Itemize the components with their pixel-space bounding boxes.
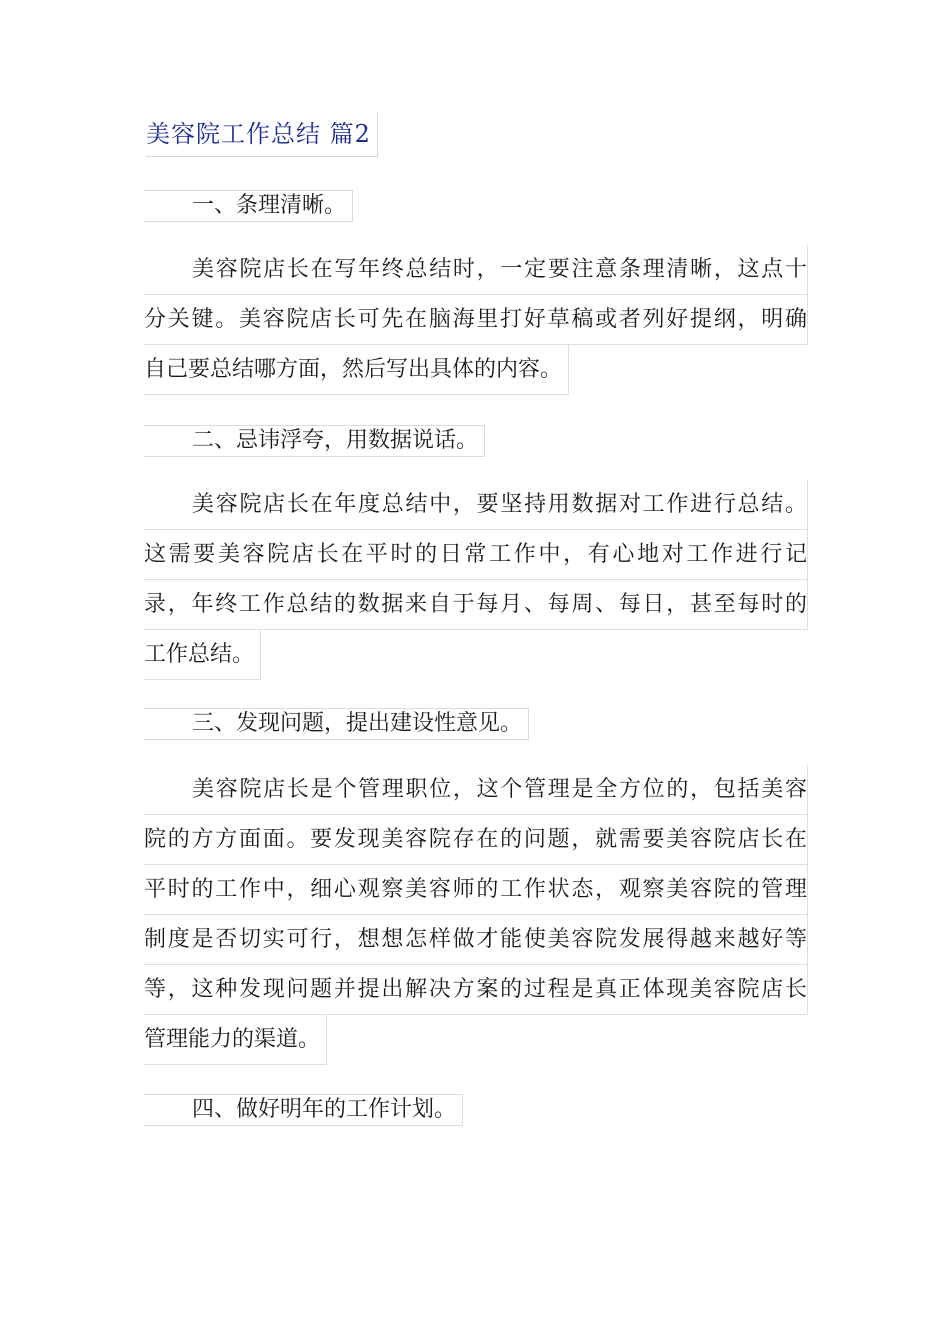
section-heading-1: 一、条理清晰。 xyxy=(144,190,353,222)
paragraph-line: 自己要总结哪方面，然后写出具体的内容。 xyxy=(144,345,569,395)
paragraph-line: 平时的工作中，细心观察美容师的工作状态，观察美容院的管理 xyxy=(144,865,808,915)
paragraph-line: 录，年终工作总结的数据来自于每月、每周、每日，甚至每时的 xyxy=(144,580,808,630)
paragraph-line: 工作总结。 xyxy=(144,630,261,680)
paragraph-line: 美容院店长是个管理职位，这个管理是全方位的，包括美容 xyxy=(144,765,808,815)
document-title: 美容院工作总结 篇2 xyxy=(146,112,378,157)
paragraph-line: 管理能力的渠道。 xyxy=(144,1015,327,1065)
paragraph-line: 制度是否切实可行，想想怎样做才能使美容院发展得越来越好等 xyxy=(144,915,808,965)
paragraph-line: 这需要美容院店长在平时的日常工作中，有心地对工作进行记 xyxy=(144,530,808,580)
paragraph-line: 分关键。美容院店长可先在脑海里打好草稿或者列好提纲，明确 xyxy=(144,295,808,345)
section-heading-2: 二、忌讳浮夸，用数据说话。 xyxy=(144,425,485,457)
section-paragraph-1 xyxy=(144,245,808,399)
paragraph-line: 美容院店长在写年终总结时，一定要注意条理清晰，这点十 xyxy=(144,245,808,295)
paragraph-line: 美容院店长在年度总结中，要坚持用数据对工作进行总结。 xyxy=(144,480,808,530)
paragraph-line: 等，这种发现问题并提出解决方案的过程是真正体现美容院店长 xyxy=(144,965,808,1015)
section-heading-3: 三、发现问题，提出建设性意见。 xyxy=(144,708,529,740)
section-heading-4: 四、做好明年的工作计划。 xyxy=(144,1094,463,1126)
section-paragraph-2 xyxy=(144,480,808,684)
section-paragraph-3 xyxy=(144,765,808,1069)
paragraph-line: 院的方方面面。要发现美容院存在的问题，就需要美容院店长在 xyxy=(144,815,808,865)
